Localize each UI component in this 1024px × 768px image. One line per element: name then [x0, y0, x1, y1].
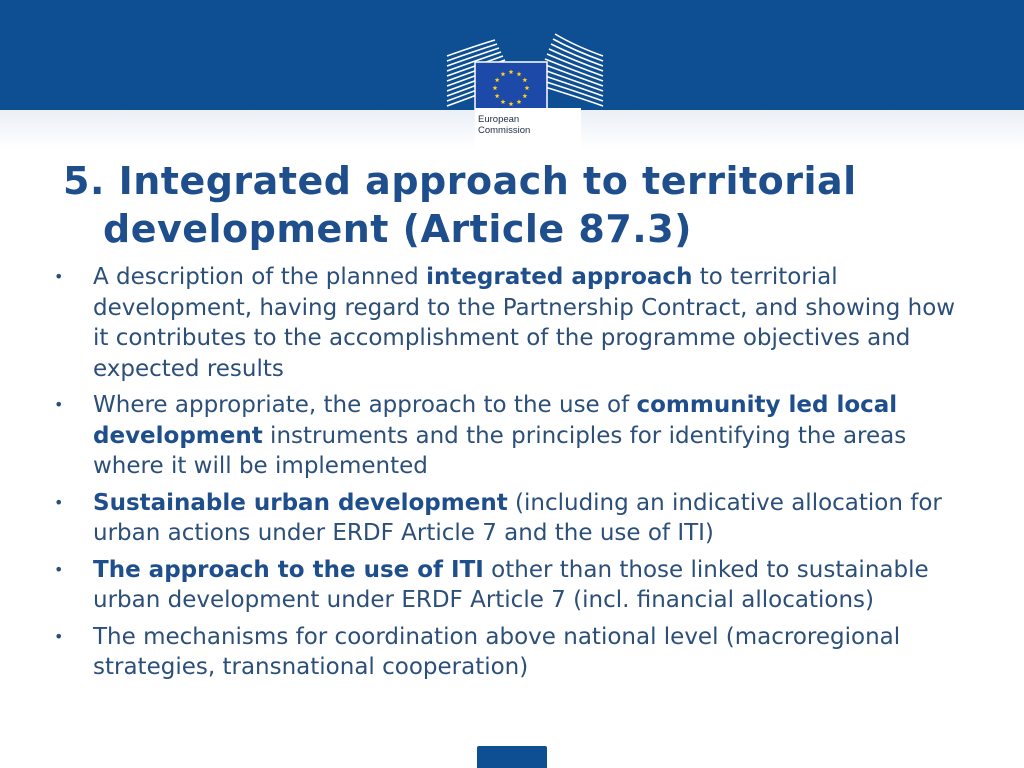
bullet-text-bold: integrated approach: [426, 264, 693, 290]
bullet-list: [52, 262, 972, 689]
logo-line-1: European: [478, 114, 520, 125]
list-item: [52, 262, 972, 384]
bullet-text-post: other than those linked to sustainable urban development under ERDF Article 7 (incl. financial allocations): [93, 556, 929, 613]
list-item: [52, 488, 972, 549]
list-item: [52, 390, 972, 482]
bullet-text-pre: Where appropriate, the approach to the use of: [93, 392, 637, 418]
title-line-1: 5. Integrated approach to territorial: [63, 159, 857, 203]
footer-flag-tab: [477, 746, 547, 768]
bullet-text-post: to territorial development, having regard to the Partnership Contract, and showing how it contributes to the accomplishment of the programme objectives and expected results: [93, 264, 956, 382]
bullet-text-bold: The approach to the use of ITI: [93, 556, 484, 583]
list-item: [52, 622, 972, 683]
berlaymont-building-icon: [445, 32, 605, 112]
bullet-icon: •: [54, 492, 64, 512]
title-line-2: development (Article 87.3): [103, 207, 693, 251]
logo-wordmark: [478, 114, 530, 136]
bullet-text-pre: A description of the planned: [93, 264, 427, 290]
bullet-icon: •: [54, 626, 64, 646]
bullet-icon: •: [54, 559, 64, 579]
list-item: [52, 555, 972, 616]
bullet-icon: •: [54, 395, 64, 414]
bullet-text-post: instruments and the principles for identifying the areas where it will be implemented: [93, 422, 907, 479]
bullet-icon: •: [54, 267, 64, 286]
bullet-text-bold: Sustainable urban development: [93, 489, 508, 516]
slide-title: [63, 157, 963, 253]
logo-line-2: Commission: [478, 125, 531, 136]
bullet-text-bold: community led local development: [93, 392, 898, 449]
bullet-text-pre: The mechanisms for coordination above national level (macroregional strategies, transnational cooperation): [93, 623, 901, 680]
bullet-text-post: (including an indicative allocation for urban actions under ERDF Article 7 and the use of ITI): [93, 489, 942, 546]
